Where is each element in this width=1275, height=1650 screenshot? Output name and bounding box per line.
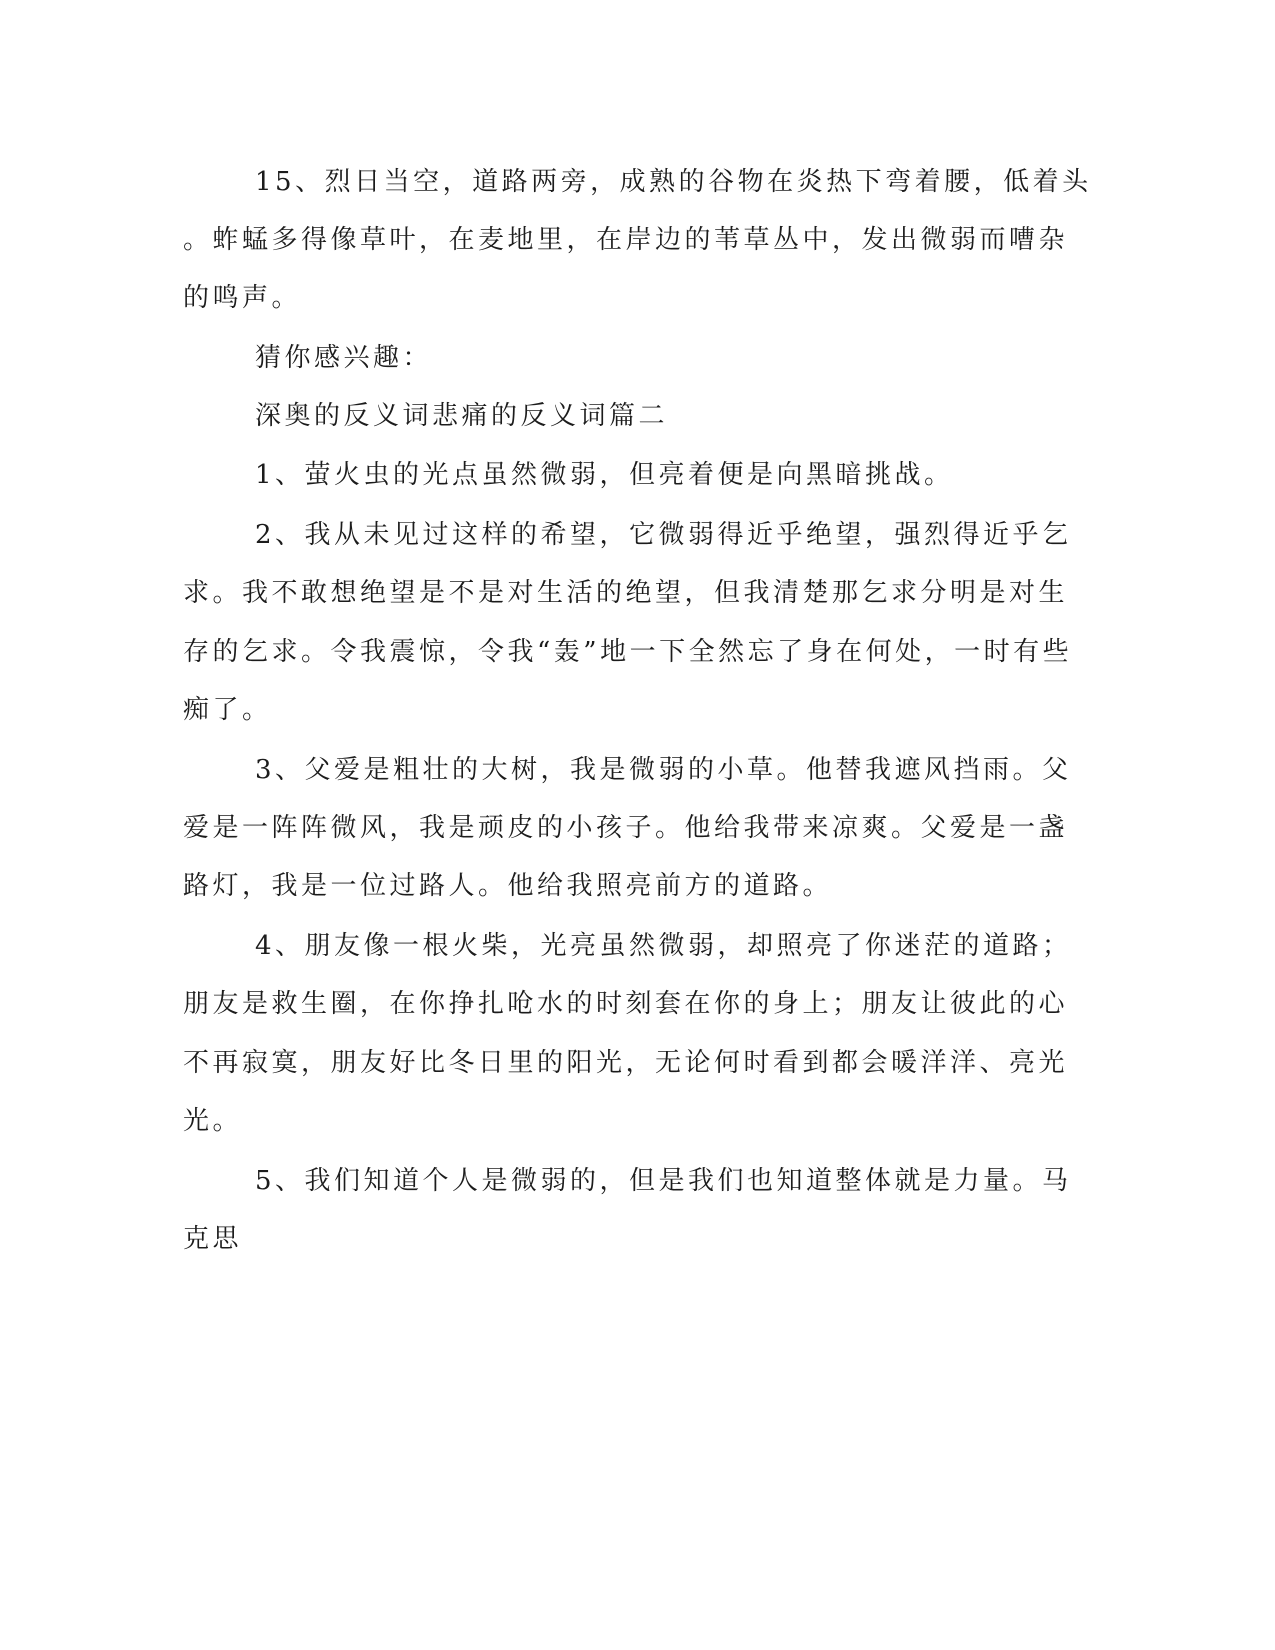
paragraph-5-line-1: 5、我们知道个人是微弱的，但是我们也知道整体就是力量。马 [255, 1166, 1072, 1196]
paragraph-15-line-3: 的鸣声。 [183, 283, 302, 313]
paragraph-2-line-3: 存的乞求。令我震惊，令我“轰”地一下全然忘了身在何处，一时有些 [183, 637, 1073, 667]
paragraph-4-line-4: 光。 [183, 1106, 243, 1136]
paragraph-15-line-1: 15、烈日当空，道路两旁，成熟的谷物在炎热下弯着腰，低着头 [255, 167, 1092, 197]
paragraph-2-line-4: 痴了。 [183, 695, 272, 725]
related-heading: 猜你感兴趣： [255, 343, 433, 373]
paragraph-3-line-3: 路灯，我是一位过路人。他给我照亮前方的道路。 [183, 871, 833, 901]
paragraph-3-line-1: 3、父爱是粗壮的大树，我是微弱的小草。他替我遮风挡雨。父 [255, 755, 1072, 785]
paragraph-2-line-2: 求。我不敢想绝望是不是对生活的绝望，但我清楚那乞求分明是对生 [183, 578, 1069, 608]
paragraph-2-line-1: 2、我从未见过这样的希望，它微弱得近乎绝望，强烈得近乎乞 [255, 520, 1072, 550]
paragraph-5-line-2: 克思 [183, 1224, 243, 1254]
paragraph-1-line-1: 1、萤火虫的光点虽然微弱，但亮着便是向黑暗挑战。 [255, 460, 954, 490]
paragraph-3-line-2: 爱是一阵阵微风，我是顽皮的小孩子。他给我带来凉爽。父爱是一盏 [183, 813, 1069, 843]
paragraph-4-line-3: 不再寂寞，朋友好比冬日里的阳光，无论何时看到都会暖洋洋、亮光 [183, 1048, 1069, 1078]
paragraph-4-line-2: 朋友是救生圈，在你挣扎呛水的时刻套在你的身上；朋友让彼此的心 [183, 989, 1069, 1019]
paragraph-4-line-1: 4、朋友像一根火柴，光亮虽然微弱，却照亮了你迷茫的道路； [255, 931, 1072, 961]
paragraph-15-line-2: 。蚱蜢多得像草叶，在麦地里，在岸边的苇草丛中，发出微弱而嘈杂 [183, 225, 1069, 255]
section-title: 深奥的反义词悲痛的反义词篇二 [255, 401, 669, 431]
